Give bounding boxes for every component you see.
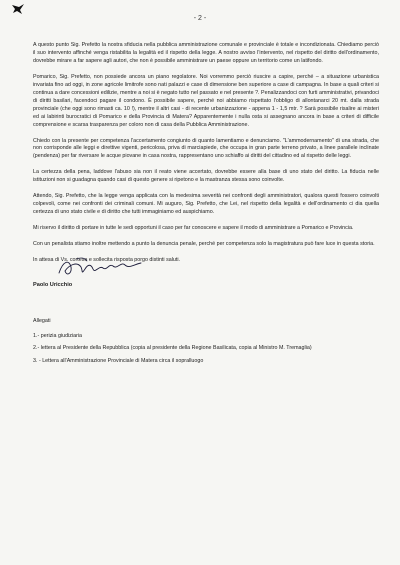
paragraph: Con un penalista stiamo inoltre mettendo a punto la denuncia penale, perché per competenza solo la magistratura può fare luce in questa storia. — [33, 241, 375, 248]
attachments-list — [33, 333, 379, 366]
page-number: - 2 - — [193, 15, 207, 22]
corner-mark-icon — [11, 3, 25, 15]
attachment-item: 1.- perizia giudiziaria — [33, 332, 83, 339]
closing-line: In attesa di Vs. cortese e sollecita risposta porgo distinti saluti. — [33, 257, 181, 264]
paragraph: Chiedo con la presente per competenza l'accertamento congiunto di quanto lamentiamo e denunciamo. "L'ammodernamento" di una strada, che non corrisponde alle leggi e direttive vigenti, pericolosa, priva di marciapiede, che occupa in gran parte terreno privato, a linee parallele inclinate (pendenza) per far riversare le acque piovane in casa nostra, rappresentano uno schiaffo ai diritti del cittadino ed al rispetto delle leggi. — [33, 137, 379, 160]
letter-body — [33, 42, 379, 365]
closing-block — [33, 257, 379, 288]
paragraph: Attendo, Sig. Prefetto, che la legge venga applicata con la medesima severità nei confronti degli amministratori, qualora questi fossero coinvolti colpevoli, come nei confronti dei criminali comuni. Mi auguro, Sig. Prefetto, che Lei, nel rispetto della legalità e dell'ordinamento ci dia quella certezza di uno stato civile e di diritto che tutti immaginiamo ed auspichiamo. — [33, 193, 379, 216]
attachment-item: 2.- lettera al Presidente della Repubblica (copia al presidente della Regione Basilicata, copia al Ministro M. Tremaglia) — [33, 345, 312, 352]
attachments-heading: Allegati — [33, 317, 51, 324]
paragraph: A questo punto Sig. Prefetto la nostra sfiducia nella pubblica amministrazione comunale e provinciale è totale e incondizionata. Chiediamo perciò il suo intervento affinché venga ristabilita la legalità ed il rispetto della legge. A nostro avviso l'intervento, nel rispetto del diritto dell'ordinamento, dovrebbe mirare a far sapere agli autori, che non è possibile amministrare un paese oppure un territorio come un latifondo. — [33, 42, 379, 64]
paragraph: Pomarico, Sig. Prefetto, non possiede ancora un piano regolatore. Noi vorremmo perciò riuscire a capire, perché – a situazione urbanistica invariata fino ad oggi, in zone agricole limitrofe sono nati palazzi e case di dimensione ben superiore a case di campagna. In base a quali criteri si continua a dare concessioni edilizie, mentre a noi si è negato tutto nel passato e nel presente ?. Penalizzandoci con furti amministrativi, privandoci di diritti basilari, facendoci pagare il condono. È possibile sapere, perché noi abbiamo rispettato l'obbligo di allontanarci 20 mt. dalla strada provinciale (che oggi sono rimasti ca. 10 !), mentre il altri casi - di recente urbanizzazione - appena 1 - 1,5 mtr. ? Sarà possibile risalire ai misteri ed ai labirinti burocratici di Pomarico e della Provincia di Matera? Apparentemente i nulla osta si assegnano ancora in base a criteri di difficile comprensione e scarsa trasparenza per coloro non di casa della Pubblica Amministrazione. — [33, 73, 379, 128]
attachment-item: 3. - Lettera all'Amministrazione Provinciale di Matera circa il sopralluogo — [33, 357, 204, 364]
signer-name: Paolo Uricchio — [33, 281, 73, 288]
paragraph: Mi riservo il diritto di portare in tutte le sedi opportuni il caso per far conoscere e sapere il modo di amministrare a Pomarico e Provincia. — [33, 225, 354, 232]
paragraph: La certezza della pena, laddove l'abuso sia non il reato viene accertato, dovrebbe essere alla base di uno stato del diritto. La fiducia nelle istituzioni non si guadagna quando casi di questo genere si ripetono e la mastranza stessa sono coinvolte. — [33, 169, 379, 184]
handwritten-signature — [57, 255, 157, 281]
